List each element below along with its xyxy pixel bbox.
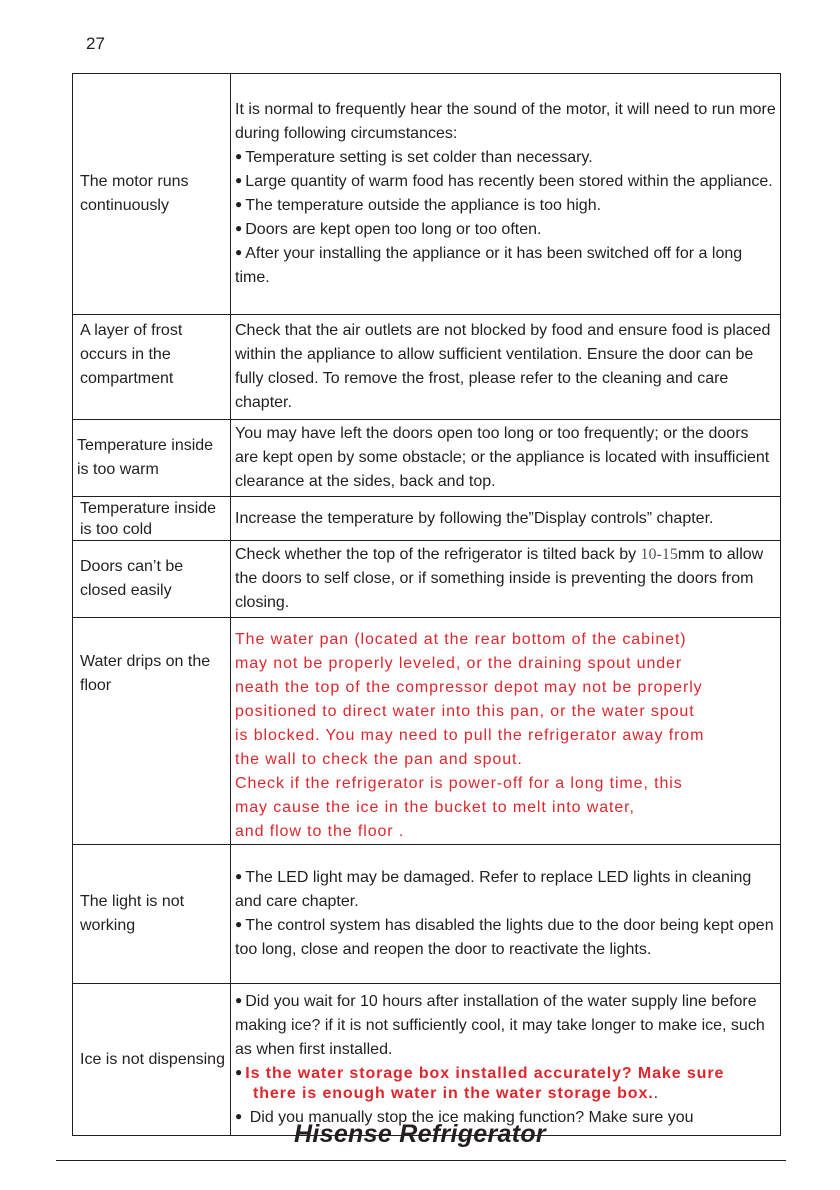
table-row [73,497,781,541]
list-item: ● Doors are kept open too long or too often. [235,221,542,238]
bullet-icon: ● [235,197,243,211]
bullet-icon: ● [235,1064,243,1079]
footer-divider [56,1160,786,1161]
table-row [73,420,781,497]
solution-cell [231,74,781,315]
problem-cell: Water drips on the floor [73,618,231,845]
table-row [73,984,781,1136]
table-row [73,845,781,984]
list-item: ● After your installing the appliance or it has been switched off for a long time. [235,245,743,286]
problem-cell: Doors can’t be closed easily [73,541,231,618]
bullet-icon: ● [235,221,243,235]
table-row [73,315,781,420]
table-row [73,618,781,845]
tilt-range: 10-15 [640,546,678,563]
solution-cell: Increase the temperature by following the”Display controls” chapter. [231,497,781,541]
bullet-icon: ● [235,1108,243,1123]
solution-cell: Check whether the top of the refrigerator is tilted back by 10-15mm to allow the doors to self close, or if something inside is preventing the doors from closing. [231,541,781,618]
list-item: ● The control system has disabled the lights due to the door being kept open too long, close and reopen the door to reactivate the lights. [235,917,774,958]
list-item: ● The temperature outside the appliance is too high. [235,197,602,214]
problem-cell: The motor runs continuously [73,74,231,315]
bullet-icon: ● [235,992,243,1007]
brand-logo: Hisense Refrigerator [294,1120,546,1148]
problem-cell: Temperature inside is too warm [73,420,231,497]
problem-cell: The light is not working [73,845,231,984]
troubleshooting-table [72,73,781,1136]
list-item: ● Temperature setting is set colder than necessary. [235,149,593,166]
problem-cell: A layer of frost occurs in the compartment [73,315,231,420]
solution-cell: Check that the air outlets are not blocked by food and ensure food is placed within the appliance to allow sufficient ventilation. Ensure the door can be fully closed. To remove the frost, please refer to the cleaning and care chapter. [231,315,781,420]
list-item: ● Is the water storage box installed accurately? Make sure there is enough water in the water storage box.. [235,1064,725,1102]
bullet-icon: ● [235,917,243,931]
table-row [73,74,781,315]
list-item: ● Did you wait for 10 hours after installation of the water supply line before making ice? if it is not sufficiently cool, it may take longer to make ice, such as when first installed. [235,992,765,1058]
list-item: ● The LED light may be damaged. Refer to replace LED lights in cleaning and care chapter. [235,869,752,910]
bullet-icon: ● [235,869,243,883]
bullet-icon: ● [235,149,243,163]
problem-cell: Ice is not dispensing [73,984,231,1136]
list-item: ● Did you manually stop the ice making function? Make sure you [235,1108,694,1126]
bullet-icon: ● [235,245,243,259]
list-item: ● Large quantity of warm food has recently been stored within the appliance. [235,173,773,190]
solution-cell [231,984,781,1136]
page-number: 27 [86,34,105,53]
solution-cell: The water pan (located at the rear bottom of the cabinet) may not be properly leveled, or the draining spout under neath the top of the compressor depot may not be properly positioned to direct water into this pan, or the water spout is blocked. You may need to pull the refrigerator away from the wall to check the pan and spout. Check if the refrigerator is power-off for a long time, this may cause the ice in the bucket to melt into water, and flow to the floor . [231,618,781,845]
solution-cell: You may have left the doors open too long or too frequently; or the doors are kept open by some obstacle; or the appliance is located with insufficient clearance at the sides, back and top. [231,420,781,497]
table-row [73,541,781,618]
bullet-icon: ● [235,173,243,187]
solution-cell [231,845,781,984]
solution-intro: It is normal to frequently hear the sound of the motor, it will need to run more during following circumstances: [235,101,776,142]
problem-cell: Temperature inside is too cold [73,497,231,541]
